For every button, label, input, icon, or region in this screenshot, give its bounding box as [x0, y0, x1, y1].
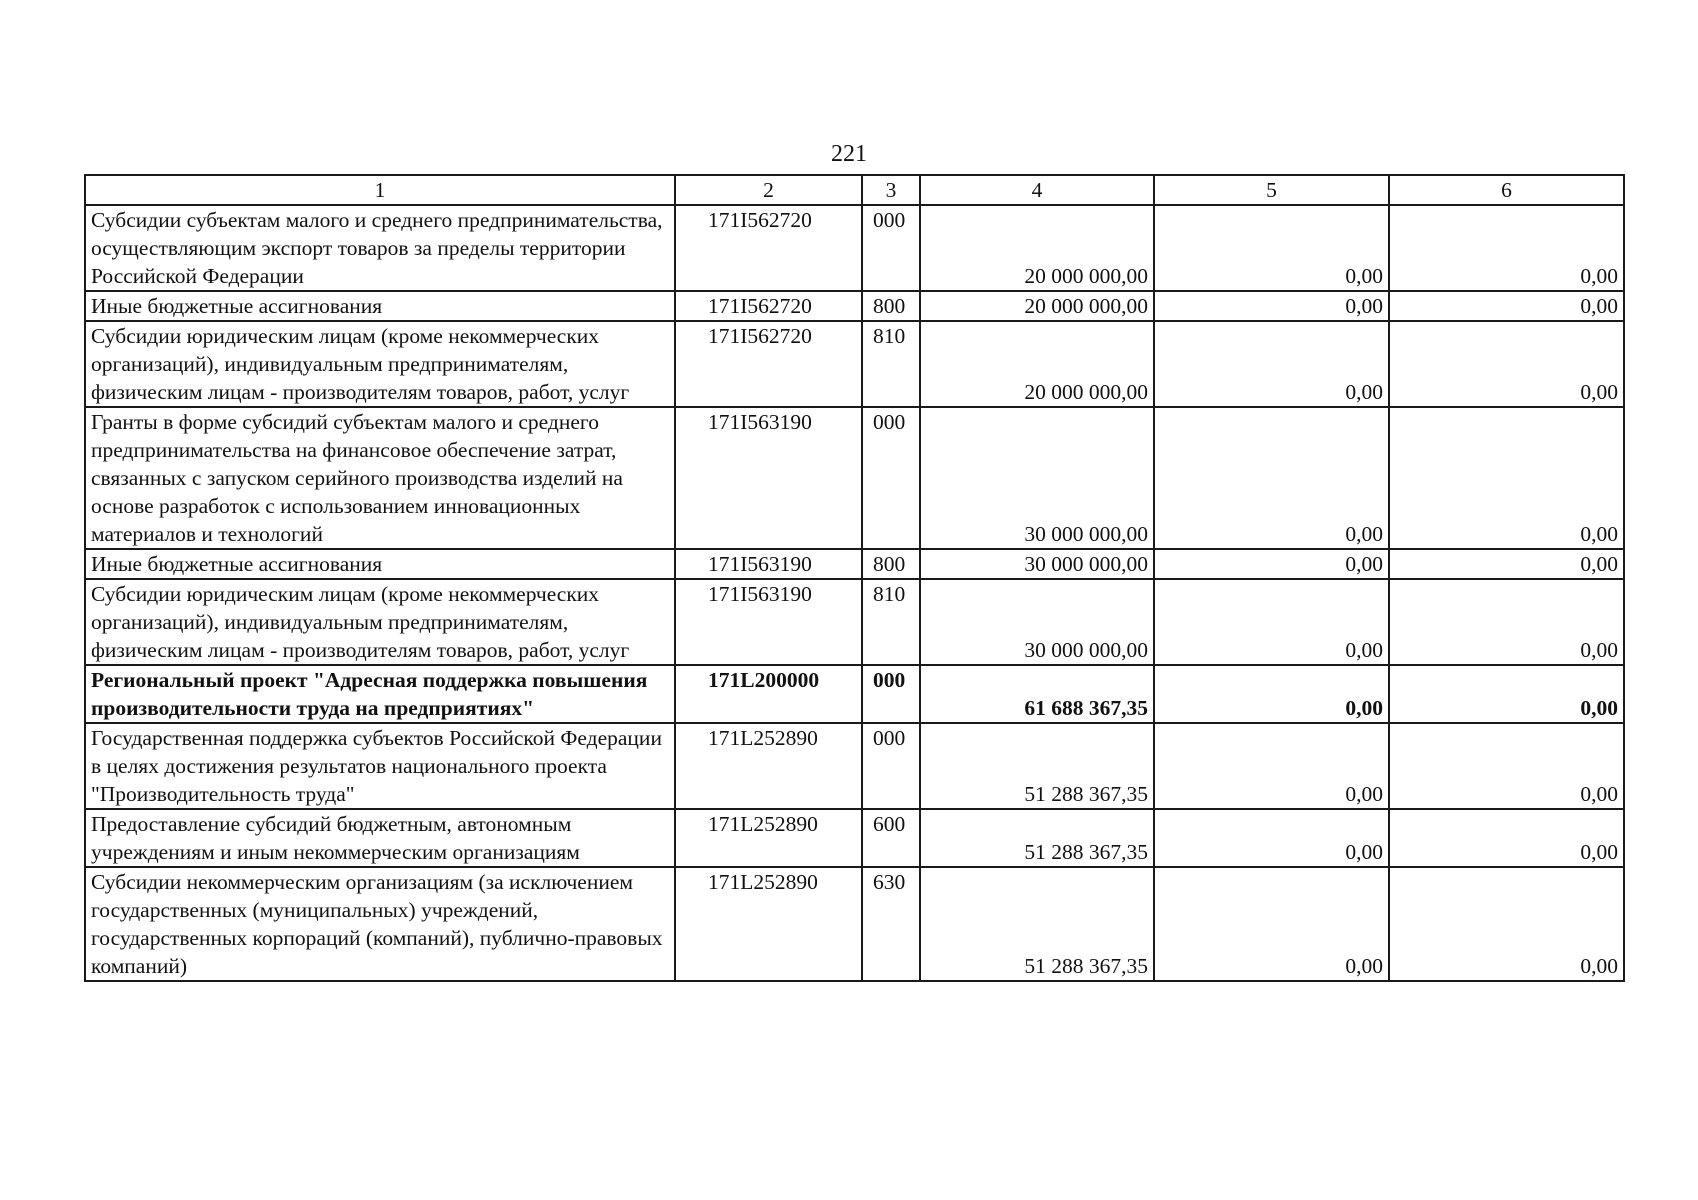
row-value-4: 30 000 000,00: [920, 549, 1154, 579]
row-kind: 810: [862, 321, 920, 407]
table-row: [85, 205, 1624, 291]
budget-table: [84, 174, 1625, 982]
row-kind: 000: [862, 407, 920, 549]
row-value-6: 0,00: [1389, 579, 1624, 665]
row-kind: 600: [862, 809, 920, 867]
row-value-5: 0,00: [1154, 809, 1389, 867]
table-row: [85, 867, 1624, 981]
row-kind: 800: [862, 549, 920, 579]
col-header-1: 1: [85, 175, 675, 205]
row-kind: 000: [862, 723, 920, 809]
col-header-3: 3: [862, 175, 920, 205]
row-code: 171L252890: [675, 867, 862, 981]
col-header-2: 2: [675, 175, 862, 205]
table-row: [85, 579, 1624, 665]
row-value-5: 0,00: [1154, 579, 1389, 665]
row-value-4: 20 000 000,00: [920, 205, 1154, 291]
row-value-5: 0,00: [1154, 867, 1389, 981]
row-code: 171I563190: [675, 549, 862, 579]
row-value-6: 0,00: [1389, 809, 1624, 867]
page-number: 221: [831, 141, 867, 167]
table-row: [85, 809, 1624, 867]
row-value-5: 0,00: [1154, 321, 1389, 407]
row-value-4: 20 000 000,00: [920, 321, 1154, 407]
row-name: Субсидии юридическим лицам (кроме некоммерческих организаций), индивидуальным предпринимателям, физическим лицам - производителям товаров, работ, услуг: [85, 579, 675, 665]
row-value-6: 0,00: [1389, 665, 1624, 723]
row-value-6: 0,00: [1389, 407, 1624, 549]
row-name: Субсидии юридическим лицам (кроме некоммерческих организаций), индивидуальным предпринимателям, физическим лицам - производителям товаров, работ, услуг: [85, 321, 675, 407]
row-value-6: 0,00: [1389, 321, 1624, 407]
row-code: 171I563190: [675, 407, 862, 549]
table-row: [85, 321, 1624, 407]
row-value-4: 51 288 367,35: [920, 867, 1154, 981]
row-value-5: 0,00: [1154, 205, 1389, 291]
row-value-4: 51 288 367,35: [920, 809, 1154, 867]
row-value-6: 0,00: [1389, 205, 1624, 291]
row-value-5: 0,00: [1154, 291, 1389, 321]
table-body: [85, 205, 1624, 981]
row-code: 171I562720: [675, 205, 862, 291]
row-value-4: 51 288 367,35: [920, 723, 1154, 809]
row-name: Государственная поддержка субъектов Российской Федерации в целях достижения результатов национального проекта "Производительность труда": [85, 723, 675, 809]
row-kind: 800: [862, 291, 920, 321]
row-value-6: 0,00: [1389, 867, 1624, 981]
table-row: [85, 407, 1624, 549]
row-value-5: 0,00: [1154, 407, 1389, 549]
row-code: 171I563190: [675, 579, 862, 665]
row-value-6: 0,00: [1389, 723, 1624, 809]
row-code: 171L200000: [675, 665, 862, 723]
row-name: Иные бюджетные ассигнования: [85, 291, 675, 321]
col-header-5: 5: [1154, 175, 1389, 205]
row-name: Иные бюджетные ассигнования: [85, 549, 675, 579]
row-value-4: 30 000 000,00: [920, 579, 1154, 665]
row-kind: 810: [862, 579, 920, 665]
row-value-4: 61 688 367,35: [920, 665, 1154, 723]
row-value-4: 30 000 000,00: [920, 407, 1154, 549]
row-name: Гранты в форме субсидий субъектам малого и среднего предпринимательства на финансовое обеспечение затрат, связанных с запуском серийного производства изделий на основе разработок с использованием инновационных материалов и технологий: [85, 407, 675, 549]
row-value-6: 0,00: [1389, 291, 1624, 321]
row-value-5: 0,00: [1154, 549, 1389, 579]
row-value-6: 0,00: [1389, 549, 1624, 579]
row-name: Субсидии некоммерческим организациям (за исключением государственных (муниципальных) учреждений, государственных корпораций (компаний), публично-правовых компаний): [85, 867, 675, 981]
table-row: [85, 549, 1624, 579]
col-header-6: 6: [1389, 175, 1624, 205]
row-value-4: 20 000 000,00: [920, 291, 1154, 321]
row-code: 171L252890: [675, 723, 862, 809]
table-row: [85, 291, 1624, 321]
table-row: [85, 665, 1624, 723]
row-code: 171I562720: [675, 321, 862, 407]
row-value-5: 0,00: [1154, 723, 1389, 809]
row-name: Субсидии субъектам малого и среднего предпринимательства, осуществляющим экспорт товаров за пределы территории Российской Федерации: [85, 205, 675, 291]
row-name: Предоставление субсидий бюджетным, автономным учреждениям и иным некоммерческим организациям: [85, 809, 675, 867]
table-row: [85, 723, 1624, 809]
row-code: 171L252890: [675, 809, 862, 867]
header-row: [85, 175, 1624, 205]
row-name: Региональный проект "Адресная поддержка повышения производительности труда на предприятиях": [85, 665, 675, 723]
row-kind: 000: [862, 665, 920, 723]
row-code: 171I562720: [675, 291, 862, 321]
col-header-4: 4: [920, 175, 1154, 205]
row-value-5: 0,00: [1154, 665, 1389, 723]
row-kind: 000: [862, 205, 920, 291]
row-kind: 630: [862, 867, 920, 981]
